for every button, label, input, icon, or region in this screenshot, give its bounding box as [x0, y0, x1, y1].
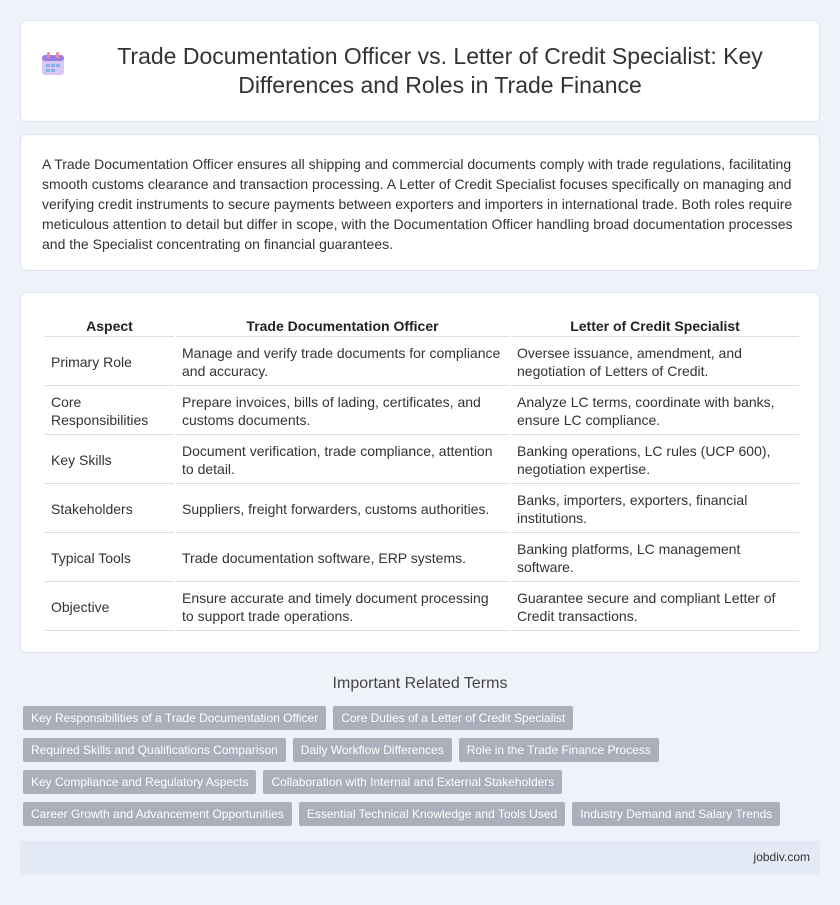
table-row: [45, 486, 799, 533]
header: [40, 42, 800, 100]
related-term-tag[interactable]: Required Skills and Qualifications Comparison: [23, 738, 286, 762]
page-title: Trade Documentation Officer vs. Letter of Credit Specialist: Key Differences and Roles in Trade Finance: [117, 43, 763, 98]
related-terms-list: [23, 706, 813, 834]
comparison-card: [20, 292, 820, 653]
specialist-cell: Analyze LC terms, coordinate with banks, ensure LC compliance.: [511, 388, 799, 435]
aspect-cell: Primary Role: [45, 339, 174, 386]
specialist-cell: Oversee issuance, amendment, and negotiation of Letters of Credit.: [511, 339, 799, 386]
footer: [20, 841, 820, 874]
tag-row: [23, 738, 813, 762]
comparison-table: [43, 310, 801, 633]
related-term-tag[interactable]: Core Duties of a Letter of Credit Specialist: [333, 706, 573, 730]
aspect-cell: Core Responsibilities: [45, 388, 174, 435]
specialist-cell: Banking operations, LC rules (UCP 600), negotiation expertise.: [511, 437, 799, 484]
related-term-tag[interactable]: Key Responsibilities of a Trade Documentation Officer: [23, 706, 326, 730]
intro-paragraph: A Trade Documentation Officer ensures all shipping and commercial documents comply with trade regulations, facilitating smooth customs clearance and transaction processing. A Letter of Credit Specialist focuses specifically on managing and verifying credit instruments to secure payments between exporters and importers in international trade. Both roles require meticulous attention to detail but differ in scope, with the Documentation Officer handling broad documentation processes and the Specialist concentrating on financial guarantees.: [42, 156, 793, 252]
table-row: [45, 437, 799, 484]
aspect-cell: Typical Tools: [45, 535, 174, 582]
specialist-cell: Banks, importers, exporters, financial institutions.: [511, 486, 799, 533]
related-term-tag[interactable]: Key Compliance and Regulatory Aspects: [23, 770, 256, 794]
related-term-tag[interactable]: Career Growth and Advancement Opportunities: [23, 802, 292, 826]
aspect-cell: Key Skills: [45, 437, 174, 484]
table-row: [45, 388, 799, 435]
footer-site-link[interactable]: jobdiv.com: [753, 850, 810, 864]
header-letter-of-credit-specialist: Letter of Credit Specialist: [511, 312, 799, 337]
calendar-icon: [40, 51, 66, 77]
tag-row: [23, 706, 813, 730]
related-term-tag[interactable]: Collaboration with Internal and External Stakeholders: [263, 770, 562, 794]
header-card: [20, 20, 820, 122]
officer-cell: Document verification, trade compliance, attention to detail.: [176, 437, 509, 484]
officer-cell: Ensure accurate and timely document processing to support trade operations.: [176, 584, 509, 631]
officer-cell: Manage and verify trade documents for compliance and accuracy.: [176, 339, 509, 386]
specialist-cell: Banking platforms, LC management software.: [511, 535, 799, 582]
aspect-cell: Objective: [45, 584, 174, 631]
header-aspect: Aspect: [45, 312, 174, 337]
table-header-row: [45, 312, 799, 337]
related-term-tag[interactable]: Essential Technical Knowledge and Tools Used: [299, 802, 565, 826]
table-row: [45, 535, 799, 582]
officer-cell: Trade documentation software, ERP systems.: [176, 535, 509, 582]
table-row: [45, 584, 799, 631]
related-term-tag[interactable]: Daily Workflow Differences: [293, 738, 452, 762]
related-terms-heading: Important Related Terms: [332, 675, 508, 692]
officer-cell: Suppliers, freight forwarders, customs authorities.: [176, 486, 509, 533]
specialist-cell: Guarantee secure and compliant Letter of Credit transactions.: [511, 584, 799, 631]
intro-card: [20, 134, 820, 271]
related-term-tag[interactable]: Role in the Trade Finance Process: [459, 738, 659, 762]
header-trade-documentation-officer: Trade Documentation Officer: [176, 312, 509, 337]
table-row: [45, 339, 799, 386]
tag-row: [23, 770, 813, 794]
aspect-cell: Stakeholders: [45, 486, 174, 533]
related-term-tag[interactable]: Industry Demand and Salary Trends: [572, 802, 780, 826]
officer-cell: Prepare invoices, bills of lading, certificates, and customs documents.: [176, 388, 509, 435]
tag-row: [23, 802, 813, 826]
